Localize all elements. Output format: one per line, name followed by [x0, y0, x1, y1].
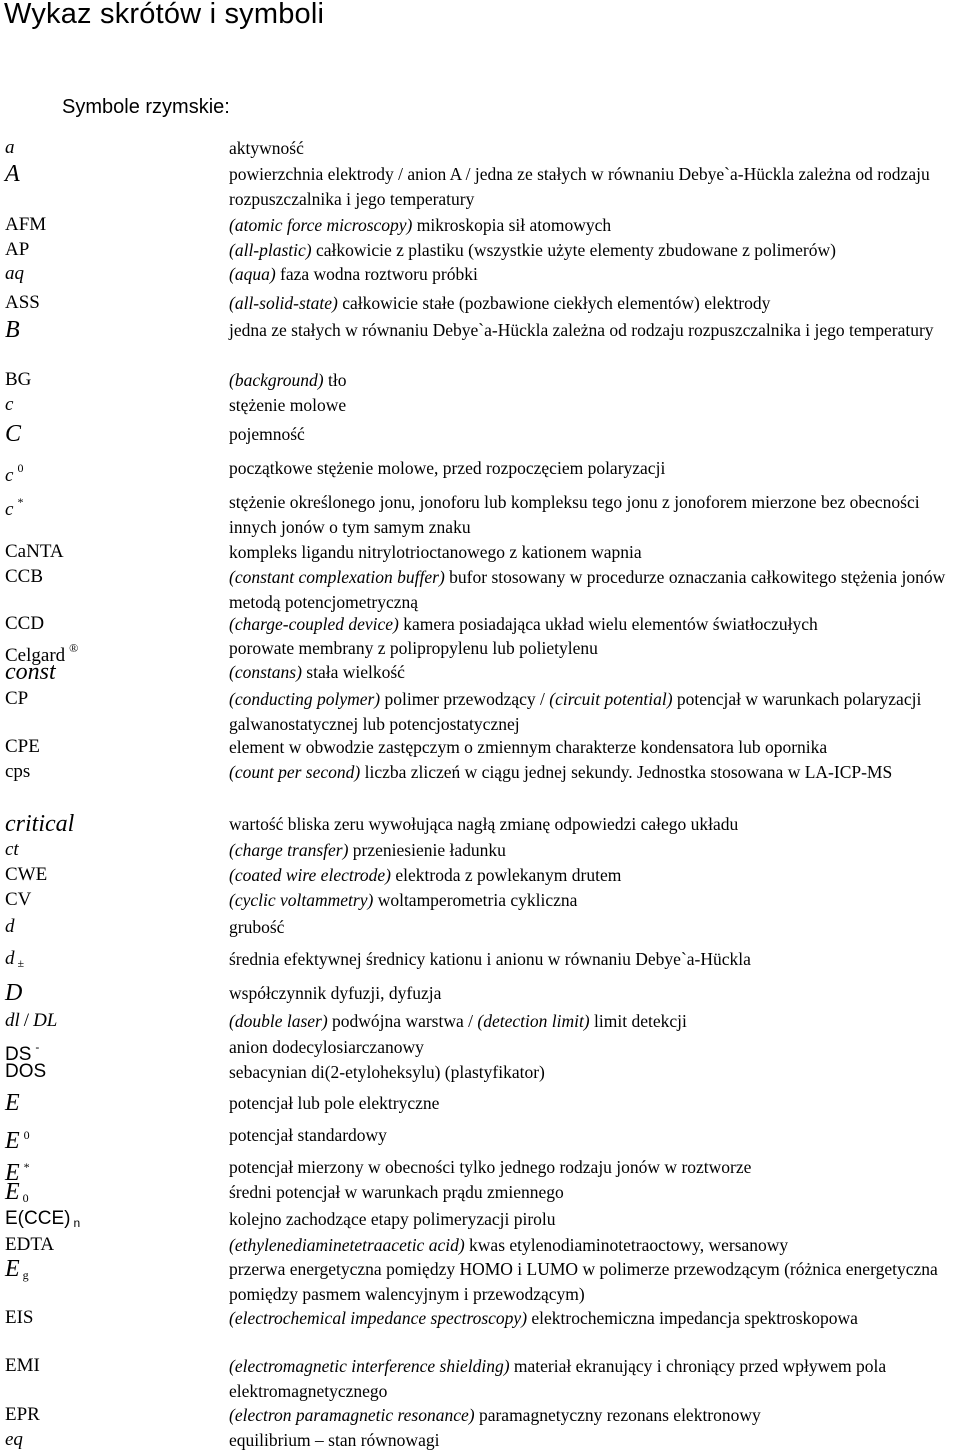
symbol-description: średnia efektywnej średnicy kationu i anionu w równaniu Debye`a-Hückla	[229, 949, 751, 969]
symbol-term: B	[5, 317, 20, 343]
symbol-description: jedna ze stałych w równaniu Debye`a-Hückla zależna od rodzaju rozpuszczalnika i jego temperatury	[229, 320, 934, 340]
symbol-description: stężenie określonego jonu, jonoforu lub kompleksu tego jonu z jonoforem mierzone bez obecności innych jonów o tym samym znaku	[229, 492, 920, 537]
symbol-description: (double laser) podwójna warstwa / (detection limit) limit detekcji	[229, 1011, 687, 1031]
symbol-description: współczynnik dyfuzji, dyfuzja	[229, 983, 442, 1003]
symbol-term: dl / DL	[5, 1010, 58, 1031]
symbol-description: (coated wire electrode) elektroda z powlekanym drutem	[229, 865, 622, 885]
symbol-description: element w obwodzie zastępczym o zmiennym charakterze kondensatora lub opornika	[229, 737, 828, 757]
symbol-term: A	[5, 161, 20, 187]
symbol-term: d	[5, 916, 15, 937]
symbol-description: potencjał standardowy	[229, 1125, 387, 1145]
symbol-term: ASS	[5, 292, 40, 313]
symbol-term: DS -	[5, 1040, 40, 1065]
symbol-term: EDTA	[5, 1234, 55, 1255]
symbol-description: (ethylenediaminetetraacetic acid) kwas etylenodiaminotetraoctowy, wersanowy	[229, 1235, 789, 1255]
symbol-term: E $_0$	[5, 1179, 29, 1205]
symbol-term: CCB	[5, 566, 44, 587]
symbol-description: (constant complexation buffer) bufor stosowany w procedurze oznaczania całkowitego stężenia jonów metodą potencjometryczną	[229, 567, 946, 612]
symbol-term: CPE	[5, 736, 40, 757]
symbol-description: (conducting polymer) polimer przewodzący / (circuit potential) potencjał w warunkach polaryzacji galwanostatycznej lub potencjostatycznej	[229, 689, 922, 734]
symbol-description: (count per second) liczba zliczeń w ciągu jednej sekundy. Jednostka stosowana w LA-ICP-MS	[229, 762, 893, 782]
symbol-description: sebacynian di(2-etyloheksylu) (plastyfikator)	[229, 1062, 545, 1082]
symbol-description: (atomic force microscopy) mikroskopia sił atomowych	[229, 215, 612, 235]
symbol-description: średni potencjał w warunkach prądu zmiennego	[229, 1182, 564, 1202]
symbol-description: (charge-coupled device) kamera posiadająca układ wielu elementów światłoczułych	[229, 614, 818, 634]
symbol-term: a	[5, 137, 15, 158]
symbol-term: EPR	[5, 1404, 40, 1425]
symbol-description: (background) tło	[229, 370, 347, 390]
symbol-term: D	[5, 980, 23, 1006]
symbol-description: początkowe stężenie molowe, przed rozpoczęciem polaryzacji	[229, 458, 666, 478]
symbol-description: kolejno zachodzące etapy polimeryzacji pirolu	[229, 1209, 556, 1229]
symbol-description: (cyclic voltammetry) woltamperometria cykliczna	[229, 890, 578, 910]
symbol-term: E	[5, 1090, 20, 1116]
symbol-term: eq	[5, 1429, 23, 1450]
symbol-description: potencjał mierzony w obecności tylko jednego rodzaju jonów w roztworze	[229, 1157, 752, 1177]
symbol-term: CaNTA	[5, 541, 64, 562]
symbol-description: powierzchnia elektrody / anion A / jedna ze stałych w równaniu Debye`a-Hückla zależna od rodzaju rozpuszczalnika i jego temperatury	[229, 164, 930, 209]
symbol-term: c $^0$	[5, 461, 24, 486]
section-heading: Symbole rzymskie:	[62, 96, 230, 118]
symbol-term: E *	[5, 1160, 30, 1186]
symbol-description: przerwa energetyczna pomiędzy HOMO i LUMO w polimerze przewodzącym (różnica energetyczna pomiędzy pasmem walencyjnym i przewodzącym)	[229, 1259, 938, 1304]
symbol-term: EMI	[5, 1355, 40, 1376]
symbol-term: CV	[5, 889, 32, 910]
symbol-term: AFM	[5, 214, 47, 235]
symbol-description: (all-plastic) całkowicie z plastiku (wszystkie użyte elementy zbudowane z polimerów)	[229, 240, 836, 260]
symbol-description: grubość	[229, 917, 285, 937]
symbol-description: (electron paramagnetic resonance) paramagnetyczny rezonans elektronowy	[229, 1405, 761, 1425]
symbol-description: aktywność	[229, 138, 304, 158]
symbol-description: (constans) stała wielkość	[229, 662, 405, 682]
symbol-description: kompleks ligandu nitrylotrioctanowego z kationem wapnia	[229, 542, 642, 562]
symbol-term: d $_\pm$	[5, 948, 25, 970]
symbol-description: (electromagnetic interference shielding) materiał ekranujący i chroniący przed wpływem pola elektromagnetycznego	[229, 1356, 887, 1401]
symbol-description: (all-solid-state) całkowicie stałe (pozbawione ciekłych elementów) elektrody	[229, 293, 771, 313]
symbol-term: C	[5, 421, 22, 447]
symbol-description: (aqua) faza wodna roztworu próbki	[229, 264, 478, 284]
symbol-term: E $_g$	[5, 1256, 29, 1282]
symbol-term: CCD	[5, 613, 45, 634]
symbol-term: CWE	[5, 864, 48, 885]
symbol-term: Celgard ®	[5, 641, 79, 666]
symbol-term: E(CCE) $_n$	[5, 1208, 81, 1230]
symbol-term: aq	[5, 263, 24, 284]
symbol-term: const	[5, 659, 56, 685]
symbol-term: BG	[5, 369, 32, 390]
symbol-term: ct	[5, 839, 19, 860]
symbol-description: anion dodecylosiarczanowy	[229, 1037, 424, 1057]
symbol-description: equilibrium – stan równowagi	[229, 1430, 440, 1450]
symbol-term: c *	[5, 495, 24, 520]
symbol-description: stężenie molowe	[229, 395, 347, 415]
symbol-term: critical	[5, 811, 75, 837]
symbol-term: EIS	[5, 1307, 34, 1328]
symbol-term: E $^0$	[5, 1128, 30, 1154]
symbol-description: wartość bliska zeru wywołująca nagłą zmianę odpowiedzi całego układu	[229, 814, 739, 834]
page-title: Wykaz skrótów i symboli	[4, 0, 325, 30]
symbol-term: CP	[5, 688, 29, 709]
symbol-term: cps	[5, 761, 31, 782]
symbol-term: c	[5, 394, 14, 415]
symbol-term: AP	[5, 239, 30, 260]
symbol-description: (electrochemical impedance spectroscopy) elektrochemiczna impedancja spektroskopowa	[229, 1308, 858, 1328]
symbol-term: DOS	[5, 1061, 47, 1082]
symbol-description: potencjał lub pole elektryczne	[229, 1093, 440, 1113]
symbol-description: pojemność	[229, 424, 305, 444]
symbol-description: (charge transfer) przeniesienie ładunku	[229, 840, 506, 860]
symbol-description: porowate membrany z polipropylenu lub polietylenu	[229, 638, 598, 658]
